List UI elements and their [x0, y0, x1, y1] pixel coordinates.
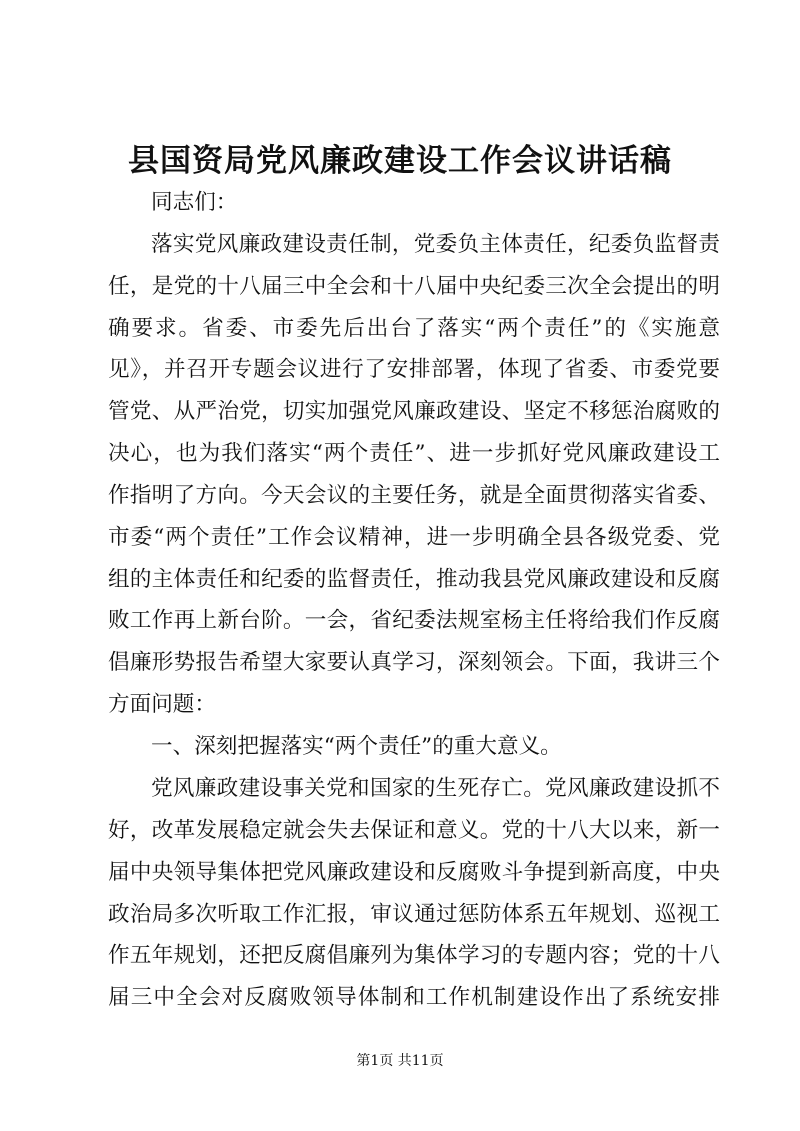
section-heading: 一、深刻把握落实“两个责任”的重大意义。: [151, 734, 562, 759]
paragraph-line: 好，改革发展稳定就会失去保证和意义。党的十八大以来，新一: [108, 818, 720, 843]
paragraph-line: 倡廉形势报告希望大家要认真学习，深刻领会。下面，我讲三个: [108, 650, 720, 675]
paragraph-line: 败工作再上新台阶。一会，省纪委法规室杨主任将给我们作反腐: [108, 608, 720, 633]
paragraph-line: 市委“两个责任”工作会议精神，进一步明确全县各级党委、党: [108, 525, 720, 550]
paragraph-line: 任，是党的十八届三中全会和十八届中央纪委三次全会提出的明: [108, 274, 720, 299]
page-footer: 第1页 共11页: [356, 1053, 444, 1069]
paragraph-line: 确要求。省委、市委先后出台了落实“两个责任”的《实施意: [108, 316, 720, 341]
salutation: 同志们：: [151, 190, 238, 215]
paragraph-line: 见》，并召开专题会议进行了安排部署，体现了省委、市委党要: [108, 357, 720, 382]
paragraph-line: 作指明了方向。今天会议的主要任务，就是全面贯彻落实省委、: [108, 483, 720, 508]
paragraph-line: 落实党风廉政建设责任制，党委负主体责任，纪委负监督责: [151, 232, 720, 257]
paragraph-line: 决心，也为我们落实“两个责任”、进一步抓好党风廉政建设工: [108, 441, 720, 466]
paragraph-line: 届中央领导集体把党风廉政建设和反腐败斗争提到新高度，中央: [108, 860, 720, 885]
paragraph-line: 党风廉政建设事关党和国家的生死存亡。党风廉政建设抓不: [151, 776, 720, 801]
paragraph-line: 政治局多次听取工作汇报，审议通过惩防体系五年规划、巡视工: [108, 902, 720, 927]
paragraph-line: 届三中全会对反腐败领导体制和工作机制建设作出了系统安排: [108, 985, 720, 1010]
paragraph-line: 组的主体责任和纪委的监督责任，推动我县党风廉政建设和反腐: [108, 567, 720, 592]
page-title: 县国资局党风廉政建设工作会议讲话稿: [128, 143, 672, 179]
paragraph-line: 管党、从严治党，切实加强党风廉政建设、坚定不移惩治腐败的: [108, 399, 720, 424]
paragraph-line: 作五年规划，还把反腐倡廉列为集体学习的专题内容；党的十八: [108, 943, 720, 968]
paragraph-line: 方面问题：: [108, 692, 216, 717]
